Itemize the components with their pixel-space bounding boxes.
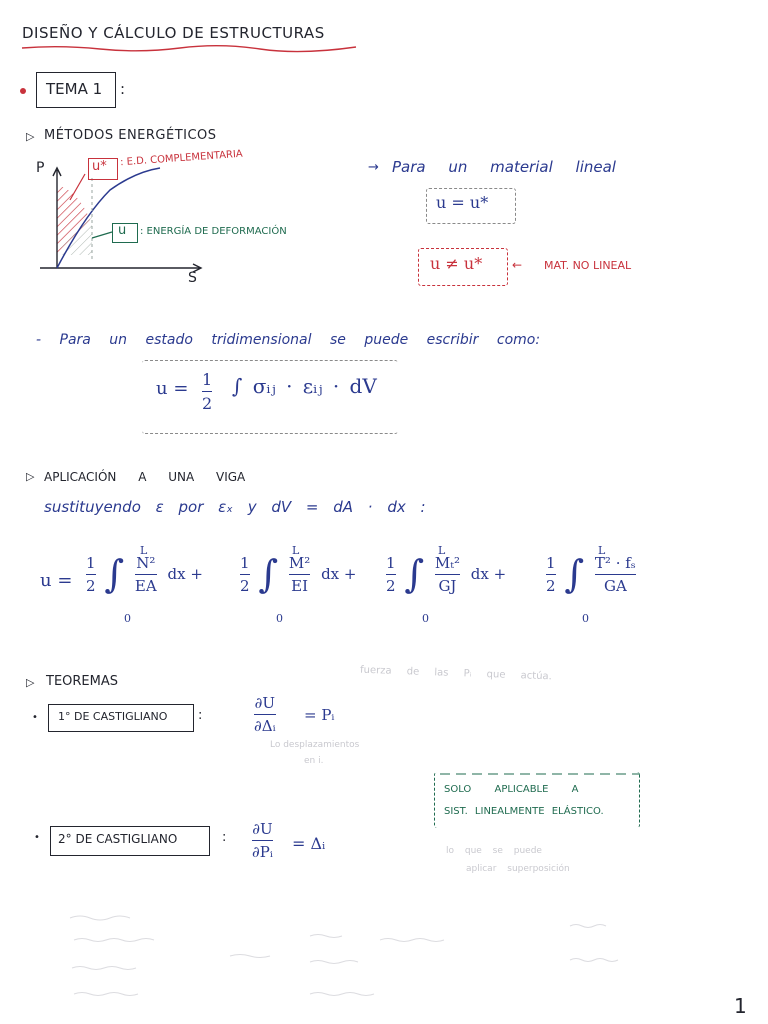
beam-eq-lhs: u = <box>40 570 73 591</box>
tridim-frac-den: 2 <box>202 394 213 413</box>
section-metodos: MÉTODOS ENERGÉTICOS <box>44 128 217 143</box>
int-lower-4: 0 <box>582 612 589 625</box>
u-star-label: u* <box>92 159 107 174</box>
beam-term-4-den: GA <box>603 576 627 595</box>
beam-term-1: $\frac{1}{2}$ ∫ $\frac{\text{N²}}{EA}$ dx + <box>86 552 203 596</box>
graph-axis-s: S <box>188 270 197 286</box>
applicability-box <box>434 772 640 828</box>
th2-note-2: aplicar superposición <box>466 864 570 874</box>
energy-graph <box>30 160 210 280</box>
tridim-eq-rhs: ∫ σᵢⱼ · εᵢⱼ · dV <box>232 374 377 398</box>
teoremas-note: fuerza de las Pᵢ que actúa. <box>359 664 552 683</box>
beam-term-3-coef-num: 1 <box>386 553 396 572</box>
beam-term-4-coef-den: 2 <box>546 576 556 595</box>
th2-den: ∂Pᵢ <box>252 843 273 861</box>
beam-term-3-coef-den: 2 <box>386 576 396 595</box>
eq-nonlinear: u ≠ u* <box>430 254 483 273</box>
bullet-tema <box>20 88 26 94</box>
beam-term-3: $\frac{1}{2}$ ∫ $\frac{\text{Mₜ²}}{GJ}$ dx + <box>386 552 507 596</box>
tridim-frac <box>202 370 212 413</box>
tridim-text: - Para un estado tridimensional se puede escribir como: <box>36 332 541 348</box>
int-upper-3: L <box>438 544 446 557</box>
int-upper-2: L <box>292 544 300 557</box>
triangle-bullet-icon-3: ▷ <box>26 676 35 689</box>
beam-term-4: $\frac{1}{2}$ ∫ $\frac{\text{T² · fₛ}}{GA}$ <box>546 552 636 596</box>
tridim-frac-num: 1 <box>202 370 213 389</box>
applicability-topline <box>440 772 640 776</box>
th2-label: 2° DE CASTIGLIANO <box>58 832 178 846</box>
beam-term-2-coef-den: 2 <box>240 576 250 595</box>
linear-heading: Para un material lineal <box>392 158 616 176</box>
beam-term-1-den: EA <box>134 576 157 595</box>
int-lower-1: 0 <box>124 612 131 625</box>
triangle-bullet-icon: ▷ <box>26 130 35 143</box>
applicability-line-2: SIST. LINEALMENTE ELÁSTICO. <box>444 806 604 817</box>
tridim-eq-lhs: u = <box>156 378 189 399</box>
substitution-text: sustituyendo ε por εₓ y dV = dA · dx : <box>44 498 426 516</box>
nonlinear-arrow-icon: ← <box>512 258 523 272</box>
int-upper-4: L <box>598 544 606 557</box>
beam-term-4-num: T² · fₛ <box>594 553 636 572</box>
beam-term-4-coef-num: 1 <box>546 553 556 572</box>
th1-rhs: = Pᵢ <box>304 706 335 724</box>
title-underline <box>20 44 360 52</box>
int-lower-3: 0 <box>422 612 429 625</box>
int-lower-2: 0 <box>276 612 283 625</box>
section-teoremas: TEOREMAS <box>46 674 118 689</box>
section-aplicacion: APLICACIÓN A UNA VIGA <box>44 470 246 484</box>
bullet-th1: • <box>32 712 38 723</box>
applicability-line-1: SOLO APLICABLE A <box>444 784 579 795</box>
beam-term-2-coef-num: 1 <box>240 553 250 572</box>
th1-note-1: Lo desplazamientos <box>270 740 360 750</box>
u-label: u <box>118 223 127 238</box>
nonlinear-note: MAT. NO LINEAL <box>544 259 632 272</box>
th2-num: ∂U <box>252 820 273 838</box>
bullet-th2: • <box>34 832 40 843</box>
bleed-through-marks <box>60 910 660 1010</box>
beam-term-1-coef-num: 1 <box>86 553 96 572</box>
th2-frac <box>252 820 273 861</box>
arrow-right-icon: → <box>368 160 379 175</box>
th1-colon: : <box>198 708 203 723</box>
tema-colon: : <box>120 80 126 98</box>
beam-term-2: $\frac{1}{2}$ ∫ $\frac{\text{M²}}{EI}$ dx + <box>240 552 357 596</box>
th2-note-1: lo que se puede <box>446 846 542 856</box>
th1-label: 1° DE CASTIGLIANO <box>58 710 168 723</box>
int-upper-1: L <box>140 544 148 557</box>
beam-term-3-den: GJ <box>438 576 457 595</box>
th1-den: ∂Δᵢ <box>254 717 276 735</box>
beam-term-2-den: EI <box>291 576 309 595</box>
beam-term-2-num: M² <box>288 553 311 572</box>
beam-term-1-coef-den: 2 <box>86 576 96 595</box>
beam-term-2-tail: dx + <box>321 565 357 583</box>
eq-linear: u = u* <box>436 193 489 212</box>
th2-rhs: = Δᵢ <box>292 834 326 853</box>
th2-colon: : <box>222 830 227 845</box>
graph-axis-p: P <box>36 160 45 176</box>
beam-term-1-tail: dx + <box>167 565 203 583</box>
triangle-bullet-icon-2: ▷ <box>26 470 35 483</box>
beam-term-3-tail: dx + <box>470 565 507 583</box>
beam-term-1-num: N² <box>136 553 156 572</box>
th1-num: ∂U <box>254 694 275 712</box>
complementaria-text: : E.D. COMPLEMENTARIA <box>119 148 244 169</box>
tema-label: TEMA 1 <box>46 80 103 98</box>
th1-note-2: en i. <box>304 756 324 766</box>
th1-frac <box>254 694 276 735</box>
page-title: DISEÑO Y CÁLCULO DE ESTRUCTURAS <box>22 24 325 42</box>
deformacion-text: : ENERGÍA DE DEFORMACIÓN <box>140 226 287 237</box>
beam-term-3-num: Mₜ² <box>434 553 460 572</box>
page-number: 1 <box>734 994 747 1018</box>
